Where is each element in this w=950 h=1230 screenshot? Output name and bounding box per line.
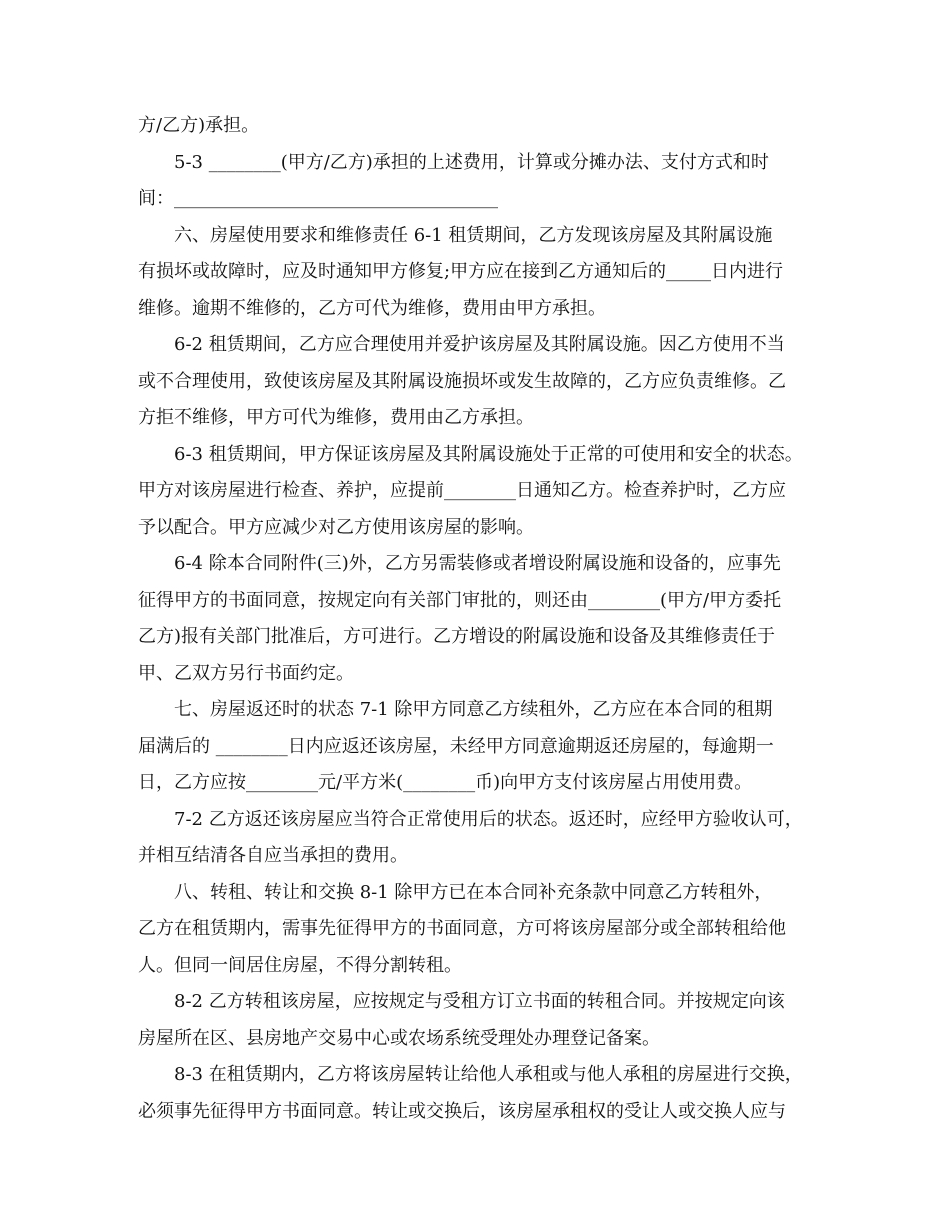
text-line: 予以配合。甲方应减少对乙方使用该房屋的影响。 [138,516,534,538]
paragraph-8-2-line: 8-2 乙方转租该房屋，应按规定与受租方订立书面的转租合同。并按规定向该 [174,991,785,1012]
text-line: 甲、乙双方另行书面约定。 [138,662,354,684]
text-line: 乙方在租赁期内，需事先征得甲方的书面同意，方可将该房屋部分或全部转租给他 [138,918,786,939]
text-line: 房屋所在区、县房地产交易中心或农场系统受理处办理登记备案。 [138,1027,660,1049]
text-line: 维修。逾期不维修的，乙方可代为维修，费用由甲方承担。 [138,297,606,319]
paragraph-5-3-line: 5-3 ________(甲方/乙方)承担的上述费用，计算或分摊办法、支付方式和时 [174,151,769,173]
paragraph-8-3-line: 8-3 在租赁期内，乙方将该房屋转让给他人承租或与他人承租的房屋进行交换， [174,1064,803,1085]
paragraph-6-2-line: 6-2 租赁期间，乙方应合理使用并爱护该房屋及其附属设施。因乙方使用不当 [174,334,785,355]
text-line: 或不合理使用，致使该房屋及其附属设施损坏或发生故障的，乙方应负责维修。乙 [138,370,786,392]
text-line: 乙方)报有关部门批准后，方可进行。乙方增设的附属设施和设备及其维修责任于 [138,626,776,647]
text-line: 方拒不维修，甲方可代为维修，费用由乙方承担。 [138,407,534,428]
section-8-heading-line: 八、转租、转让和交换 8-1 除甲方已在本合同补充条款中同意乙方转租外， [174,881,773,903]
text-line: 日，乙方应按________元/平方米(________币)向甲方支付该房屋占用使用费。 [138,772,753,793]
text-line: 并相互结清各自应当承担的费用。 [138,845,408,866]
text-line: 间：____________________________________ [138,188,498,209]
text-line: 必须事先征得甲方书面同意。转让或交换后，该房屋承租权的受让人或交换人应与 [138,1100,786,1122]
paragraph-7-2-line: 7-2 乙方返还该房屋应当符合正常使用后的状态。返还时，应经甲方验收认可， [174,808,803,830]
text-line: 届满后的 ________日内应返还该房屋，未经甲方同意逾期返还房屋的，每逾期一 [138,735,774,757]
text-line: 有损坏或故障时，应及时通知甲方修复;甲方应在接到乙方通知后的_____日内进行 [138,261,784,282]
section-7-heading-line: 七、房屋返还时的状态 7-1 除甲方同意乙方续租外，乙方应在本合同的租期 [174,699,773,720]
text-line: 人。但同一间居住房屋，不得分割转租。 [138,954,462,976]
paragraph-6-3-line: 6-3 租赁期间，甲方保证该房屋及其附属设施处于正常的可使用和安全的状态。 [174,443,803,465]
paragraph-6-4-line: 6-4 除本合同附件(三)外，乙方另需装修或者增设附属设施和设备的，应事先 [174,553,781,574]
text-line: 征得甲方的书面同意，按规定向有关部门审批的，则还由________(甲方/甲方委托 [138,589,782,611]
text-line: 甲方对该房屋进行检查、养护，应提前________日通知乙方。检查养护时，乙方应 [138,480,786,501]
text-line: 方/乙方)承担。 [138,115,260,136]
section-6-heading-line: 六、房屋使用要求和维修责任 6-1 租赁期间，乙方发现该房屋及其附属设施 [174,224,773,246]
document-body [138,108,818,1130]
